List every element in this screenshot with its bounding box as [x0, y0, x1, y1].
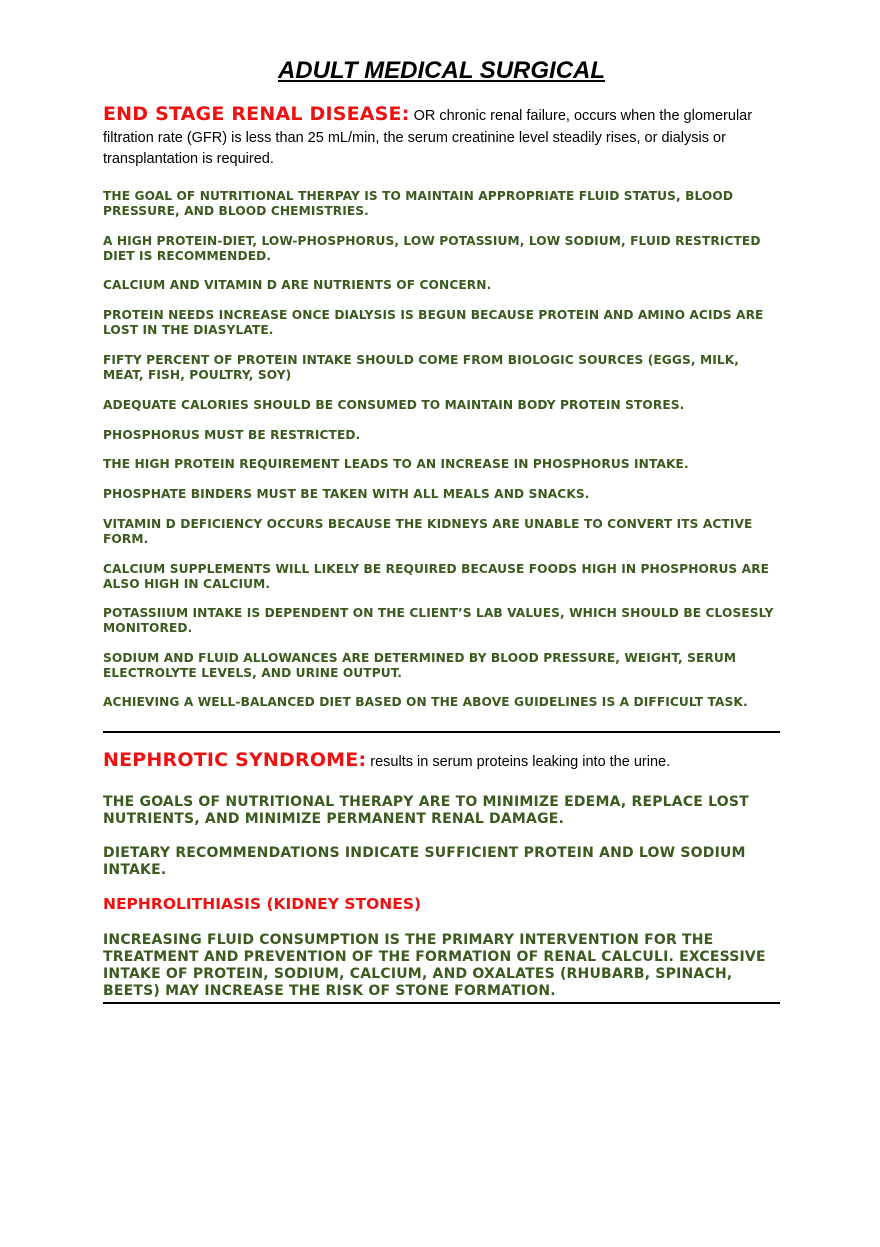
- nephrotic-intro-text: results in serum proteins leaking into the urine.: [366, 754, 671, 770]
- nephrotic-intro: [103, 747, 780, 775]
- nephrotic-point: THE GOALS OF NUTRITIONAL THERAPY ARE TO MINIMIZE EDEMA, REPLACE LOST NUTRIENTS, AND MINIMIZE PERMANENT RENAL DAMAGE.: [103, 794, 749, 827]
- section-divider: [103, 731, 780, 733]
- esrd-point: ACHIEVING A WELL-BALANCED DIET BASED ON THE ABOVE GUIDELINES IS A DIFFICULT TASK.: [103, 695, 748, 709]
- nephrolithiasis-text: INCREASING FLUID CONSUMPTION IS THE PRIMARY INTERVENTION FOR THE TREATMENT AND PREVENTION OF THE FORMATION OF RENAL CALCULI. EXCESSIVE INTAKE OF PROTEIN, SODIUM, CALCIUM, AND OXALATES (RHUBARB, SPINACH, BEETS) MAY INCREASE THE RISK OF STONE FORMATION.: [103, 932, 766, 999]
- esrd-intro-text: OR chronic renal failure, occurs when the glomerular filtration rate (GFR) is less than 25 mL/min, the serum creatinine level steadily rises, or dialysis or transplantation is required.: [103, 108, 753, 167]
- nephrolithiasis-heading: NEPHROLITHIASIS (KIDNEY STONES): [103, 895, 422, 913]
- nephrotic-heading: NEPHROTIC SYNDROME:: [103, 749, 367, 771]
- esrd-point: PHOSPHATE BINDERS MUST BE TAKEN WITH ALL MEALS AND SNACKS.: [103, 487, 590, 501]
- esrd-point: FIFTY PERCENT OF PROTEIN INTAKE SHOULD COME FROM BIOLOGIC SOURCES (EGGS, MILK, MEAT, FISH, POULTRY, SOY): [103, 353, 739, 382]
- esrd-point: ADEQUATE CALORIES SHOULD BE CONSUMED TO MAINTAIN BODY PROTEIN STORES.: [103, 398, 685, 412]
- esrd-intro: [103, 104, 780, 171]
- esrd-point: VITAMIN D DEFICIENCY OCCURS BECAUSE THE KIDNEYS ARE UNABLE TO CONVERT ITS ACTIVE FORM.: [103, 517, 753, 546]
- nephrotic-point: DIETARY RECOMMENDATIONS INDICATE SUFFICIENT PROTEIN AND LOW SODIUM INTAKE.: [103, 845, 746, 878]
- page-title: ADULT MEDICAL SURGICAL: [277, 57, 606, 84]
- esrd-point: CALCIUM SUPPLEMENTS WILL LIKELY BE REQUIRED BECAUSE FOODS HIGH IN PHOSPHORUS ARE ALSO HIGH IN CALCIUM.: [103, 562, 770, 591]
- section-divider: [103, 1002, 780, 1004]
- esrd-point: PHOSPHORUS MUST BE RESTRICTED.: [103, 428, 361, 442]
- esrd-point: POTASSIIUM INTAKE IS DEPENDENT ON THE CLIENT’S LAB VALUES, WHICH SHOULD BE CLOSESLY MONITORED.: [103, 606, 774, 635]
- esrd-point: SODIUM AND FLUID ALLOWANCES ARE DETERMINED BY BLOOD PRESSURE, WEIGHT, SERUM ELECTROLYTE LEVELS, AND URINE OUTPUT.: [103, 651, 737, 680]
- esrd-point: THE GOAL OF NUTRITIONAL THERPAY IS TO MAINTAIN APPROPRIATE FLUID STATUS, BLOOD PRESSURE, AND BLOOD CHEMISTRIES.: [103, 189, 734, 218]
- esrd-point: A HIGH PROTEIN-DIET, LOW-PHOSPHORUS, LOW POTASSIUM, LOW SODIUM, FLUID RESTRICTED DIET IS RECOMMENDED.: [103, 234, 761, 263]
- esrd-point: CALCIUM AND VITAMIN D ARE NUTRIENTS OF CONCERN.: [103, 278, 492, 292]
- esrd-point: PROTEIN NEEDS INCREASE ONCE DIALYSIS IS BEGUN BECAUSE PROTEIN AND AMINO ACIDS ARE LOST IN THE DIASYLATE.: [103, 308, 764, 337]
- esrd-point: THE HIGH PROTEIN REQUIREMENT LEADS TO AN INCREASE IN PHOSPHORUS INTAKE.: [103, 457, 689, 471]
- esrd-heading: END STAGE RENAL DISEASE:: [103, 103, 410, 125]
